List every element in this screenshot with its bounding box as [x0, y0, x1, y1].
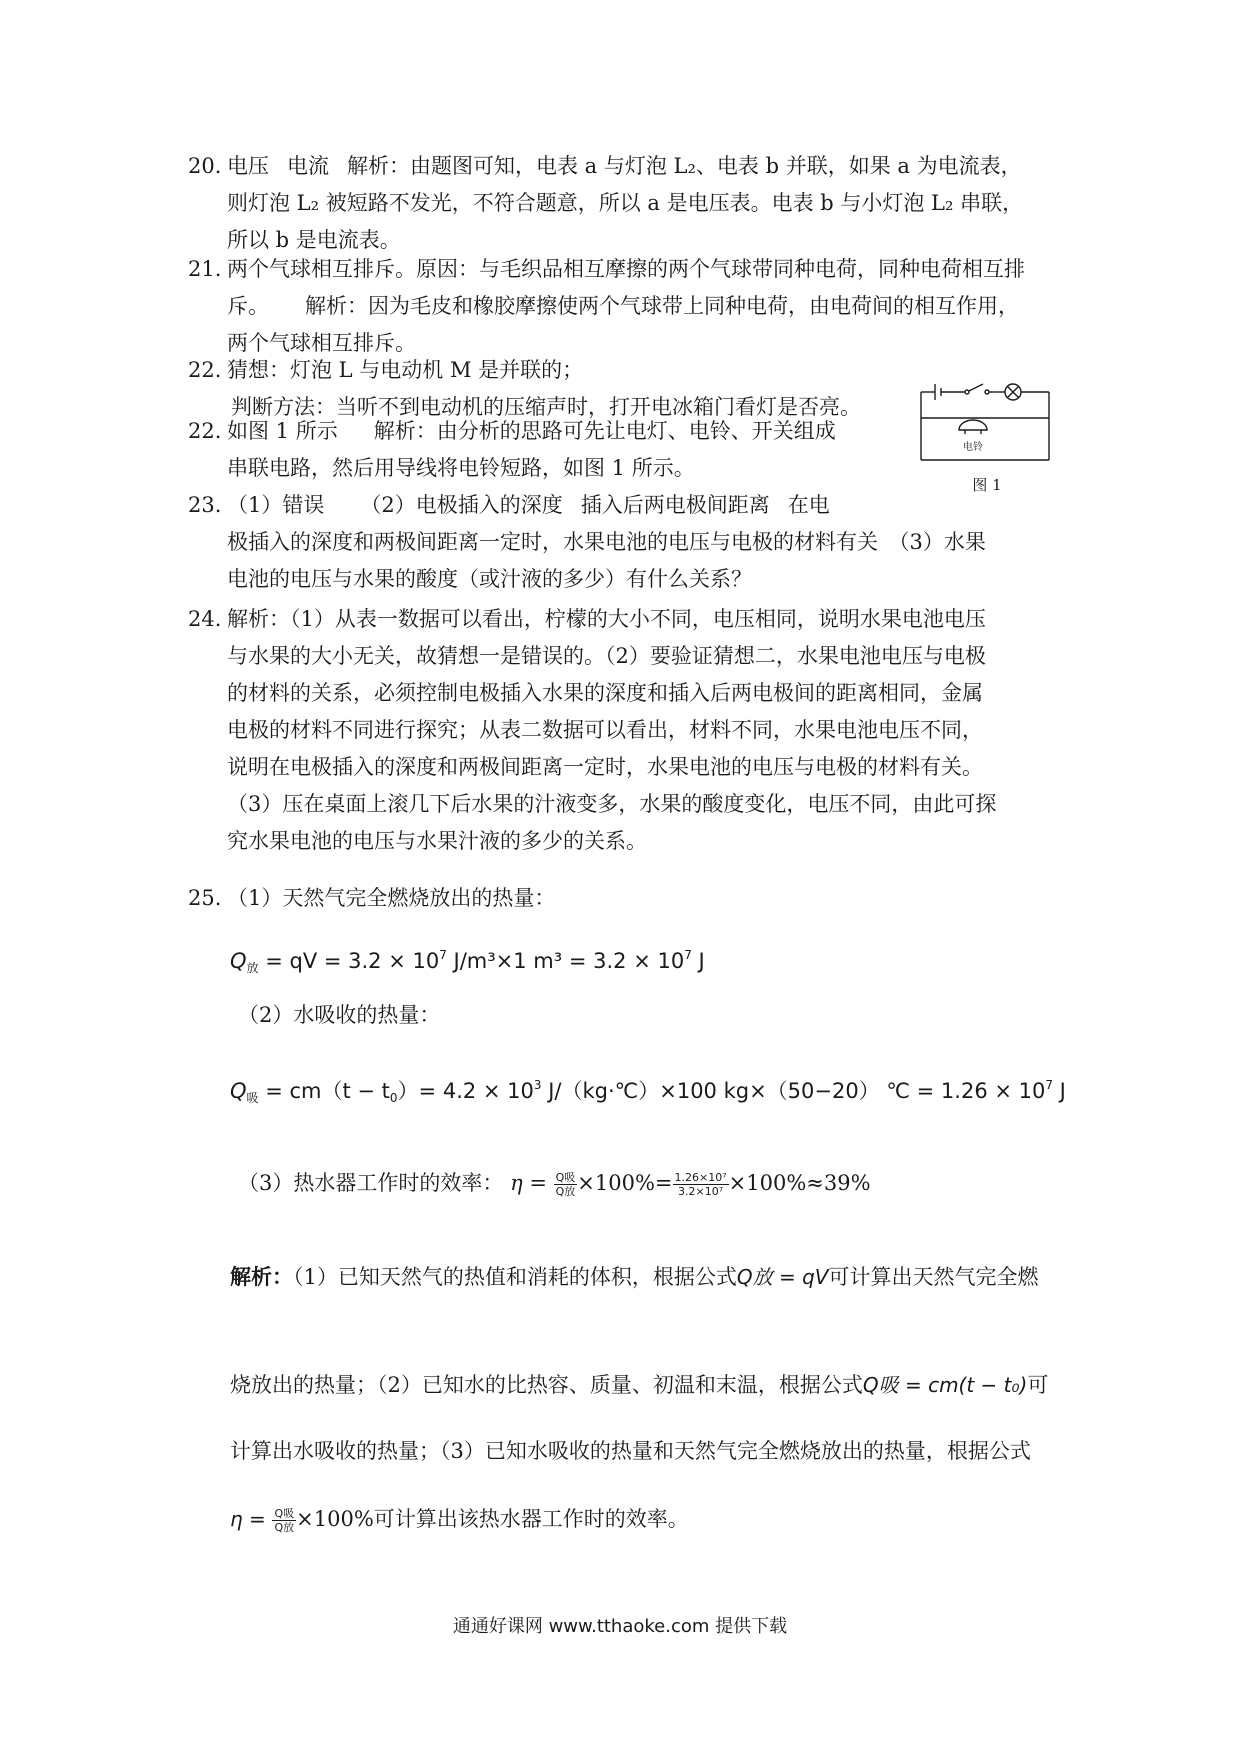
answer-20-part2: 电流: [287, 154, 329, 178]
answer-23: [188, 487, 1056, 598]
answer-21-line1: 两个气球相互排斥。原因：与毛织品相互摩擦的两个气球带同种电荷，同种电荷相互排: [227, 257, 1025, 281]
answer-number: 25.: [188, 886, 222, 910]
formula-heat-released: Q放 = qV: [736, 1265, 829, 1289]
answer-24-line5: 说明在电极插入的深度和两极间距离一定时，水果电池的电压与电极的材料有关。: [227, 755, 983, 779]
analysis-text: 可计算出天然气完全燃: [828, 1265, 1039, 1289]
eq2-subscript: 吸: [246, 1091, 259, 1105]
eq1-exponent2: 7: [684, 948, 692, 962]
circuit-diagram: [915, 378, 1055, 498]
analysis-line1: [230, 1262, 1056, 1292]
eq2-symbol: Q: [230, 1079, 247, 1103]
answer-23-part2: （2）电极插入的深度: [360, 493, 563, 517]
answer-22-guess-line2: 判断方法：当听不到电动机的压缩声时，打开电冰箱门看灯是否亮。: [231, 395, 861, 419]
answer-25-part1: （1）天然气完全燃烧放出的热量：: [227, 886, 556, 910]
eq2-mid: ）= 4.2 × 10: [397, 1079, 534, 1103]
analysis-line4: [230, 1504, 1056, 1534]
answer-23-part1: （1）错误: [227, 493, 325, 517]
answer-22-guess-line1: 猜想：灯泡 L 与电动机 M 是并联的；: [227, 358, 584, 382]
answer-number: 20.: [188, 154, 222, 178]
eq1-symbol: Q: [230, 949, 247, 973]
bell-label: 电铃: [963, 442, 983, 453]
answer-21-line3: 两个气球相互排斥。: [227, 331, 416, 355]
eq2-tail: J/（kg·℃）×100 kg×（50−20） ℃ = 1.26 × 10: [541, 1079, 1046, 1103]
circuit-figure: [915, 378, 1055, 498]
answer-number: 21.: [188, 257, 222, 281]
eq2-t0: 0: [389, 1091, 398, 1105]
fraction-q-ratio: $\frac{\text{Q吸}}{\text{Q放}}$: [274, 1507, 295, 1534]
analysis-label: 解析：: [230, 1264, 293, 1289]
equation-efficiency: [238, 1168, 1064, 1198]
eq1-body: = qV = 3.2 × 10: [258, 949, 440, 973]
answer-22-circuit: [188, 413, 888, 487]
eq1-unit: J: [691, 949, 705, 973]
answer-22-circuit-line2: 串联电路，然后用导线将电铃短路，如图 1 所示。: [227, 456, 695, 480]
eq2-unit: J: [1053, 1079, 1066, 1103]
eq2-exponent2: 7: [1045, 1078, 1053, 1092]
analysis-text: 烧放出的热量；（2）已知水的比热容、质量、初温和末温，根据公式: [230, 1373, 863, 1397]
answer-21-line2a: 斥。: [227, 294, 269, 318]
answer-25-part2: （2）水吸收的热量：: [238, 1003, 441, 1027]
answer-24-line2: 与水果的大小无关，故猜想一是错误的。（2）要验证猜想二，水果电池电压与电极: [227, 644, 986, 668]
formula-heat-absorbed: Q吸 = cm(t − t₀): [862, 1373, 1028, 1397]
answer-22-circuit-part1: 如图 1 所示: [227, 419, 338, 443]
analysis-text: （1）已知天然气的热值和消耗的体积，根据公式: [293, 1265, 737, 1289]
answer-24-line4: 电极的材料不同进行探究；从表二数据可以看出，材料不同，水果电池电压不同，: [227, 718, 983, 742]
efficiency-label: （3）热水器工作时的效率：: [238, 1171, 504, 1195]
answer-24-line3: 的材料的关系，必须控制电极插入水果的深度和插入后两电极间的距离相同，金属: [227, 681, 983, 705]
fraction-values: $\frac{\text{1.26×10⁷}}{\text{3.2×10⁷}}$: [674, 1171, 727, 1198]
eq1-subscript: 放: [246, 961, 259, 975]
answer-22-circuit-line1: 解析：由分析的思路可先让电灯、电铃、开关组成: [373, 419, 836, 443]
equation-heat-released: [230, 940, 705, 983]
efficiency-mid: ×100%=: [577, 1171, 673, 1195]
answer-24-line1: 解析：（1）从表一数据可以看出，柠檬的大小不同，电压相同，说明水果电池电压: [227, 607, 986, 631]
answer-20-line3: 所以 b 是电流表。: [227, 228, 401, 252]
figure-caption: 图 1: [972, 476, 1002, 494]
answer-number: 24.: [188, 607, 222, 631]
eta-symbol: η =: [230, 1507, 266, 1531]
answer-24: [188, 601, 1056, 860]
equation-heat-absorbed: [230, 1070, 1066, 1113]
efficiency-result: ×100%≈39%: [728, 1171, 871, 1195]
analysis-line3: 计算出水吸收的热量；（3）已知水吸收的热量和天然气完全燃烧放出的热量，根据公式: [230, 1439, 1031, 1463]
answer-20: [188, 148, 1056, 259]
eq1-exponent: 7: [439, 948, 447, 962]
analysis-line2: [230, 1370, 1056, 1400]
eta-symbol: η =: [510, 1171, 547, 1195]
answer-23-part4: 在电: [787, 493, 830, 517]
answer-24-line6: （3）压在桌面上滚几下后水果的汁液变多，水果的酸度变化，电压不同，由此可探: [227, 792, 997, 816]
answer-23-line3: 电池的电压与水果的酸度（或汁液的多少）有什么关系？: [227, 567, 752, 591]
answer-20-line2: 则灯泡 L₂ 被短路不发光，不符合题意，所以 a 是电压表。电表 b 与小灯泡 L₂ 串联，: [227, 191, 1024, 215]
answer-23-part3: 插入后两电极间距离: [580, 493, 770, 517]
analysis-text: 可: [1027, 1373, 1049, 1397]
answer-24-line7: 究水果电池的电压与水果汁液的多少的关系。: [227, 829, 647, 853]
footer-watermark: 通通好课网 www.tthaoke.com 提供下载: [452, 1616, 788, 1637]
answer-number: 22.: [188, 419, 222, 443]
answer-20-line1: 解析：由题图可知，电表 a 与灯泡 L₂、电表 b 并联，如果 a 为电流表，: [347, 154, 1022, 178]
answer-number: 23.: [188, 493, 222, 517]
answer-21: [188, 251, 1056, 362]
eq2-exponent: 3: [533, 1078, 542, 1092]
eq2-body: = cm（t − t: [258, 1079, 390, 1103]
analysis-text: ×100%可计算出该热水器工作时的效率。: [296, 1507, 689, 1531]
answer-21-line2b: 解析：因为毛皮和橡胶摩擦使两个气球带上同种电荷，由电荷间的相互作用，: [305, 294, 1019, 318]
fraction-q-ratio: $\frac{\text{Q吸}}{\text{Q放}}$: [555, 1171, 576, 1198]
answer-20-part1: 电压: [227, 154, 269, 178]
answer-23-line2: 极插入的深度和两极间距离一定时，水果电池的电压与电极的材料有关 （3）水果: [227, 530, 986, 554]
answer-number: 22.: [188, 358, 222, 382]
answer-25: [188, 880, 1056, 917]
eq1-tail: J/m³×1 m³ = 3.2 × 10: [446, 949, 685, 973]
